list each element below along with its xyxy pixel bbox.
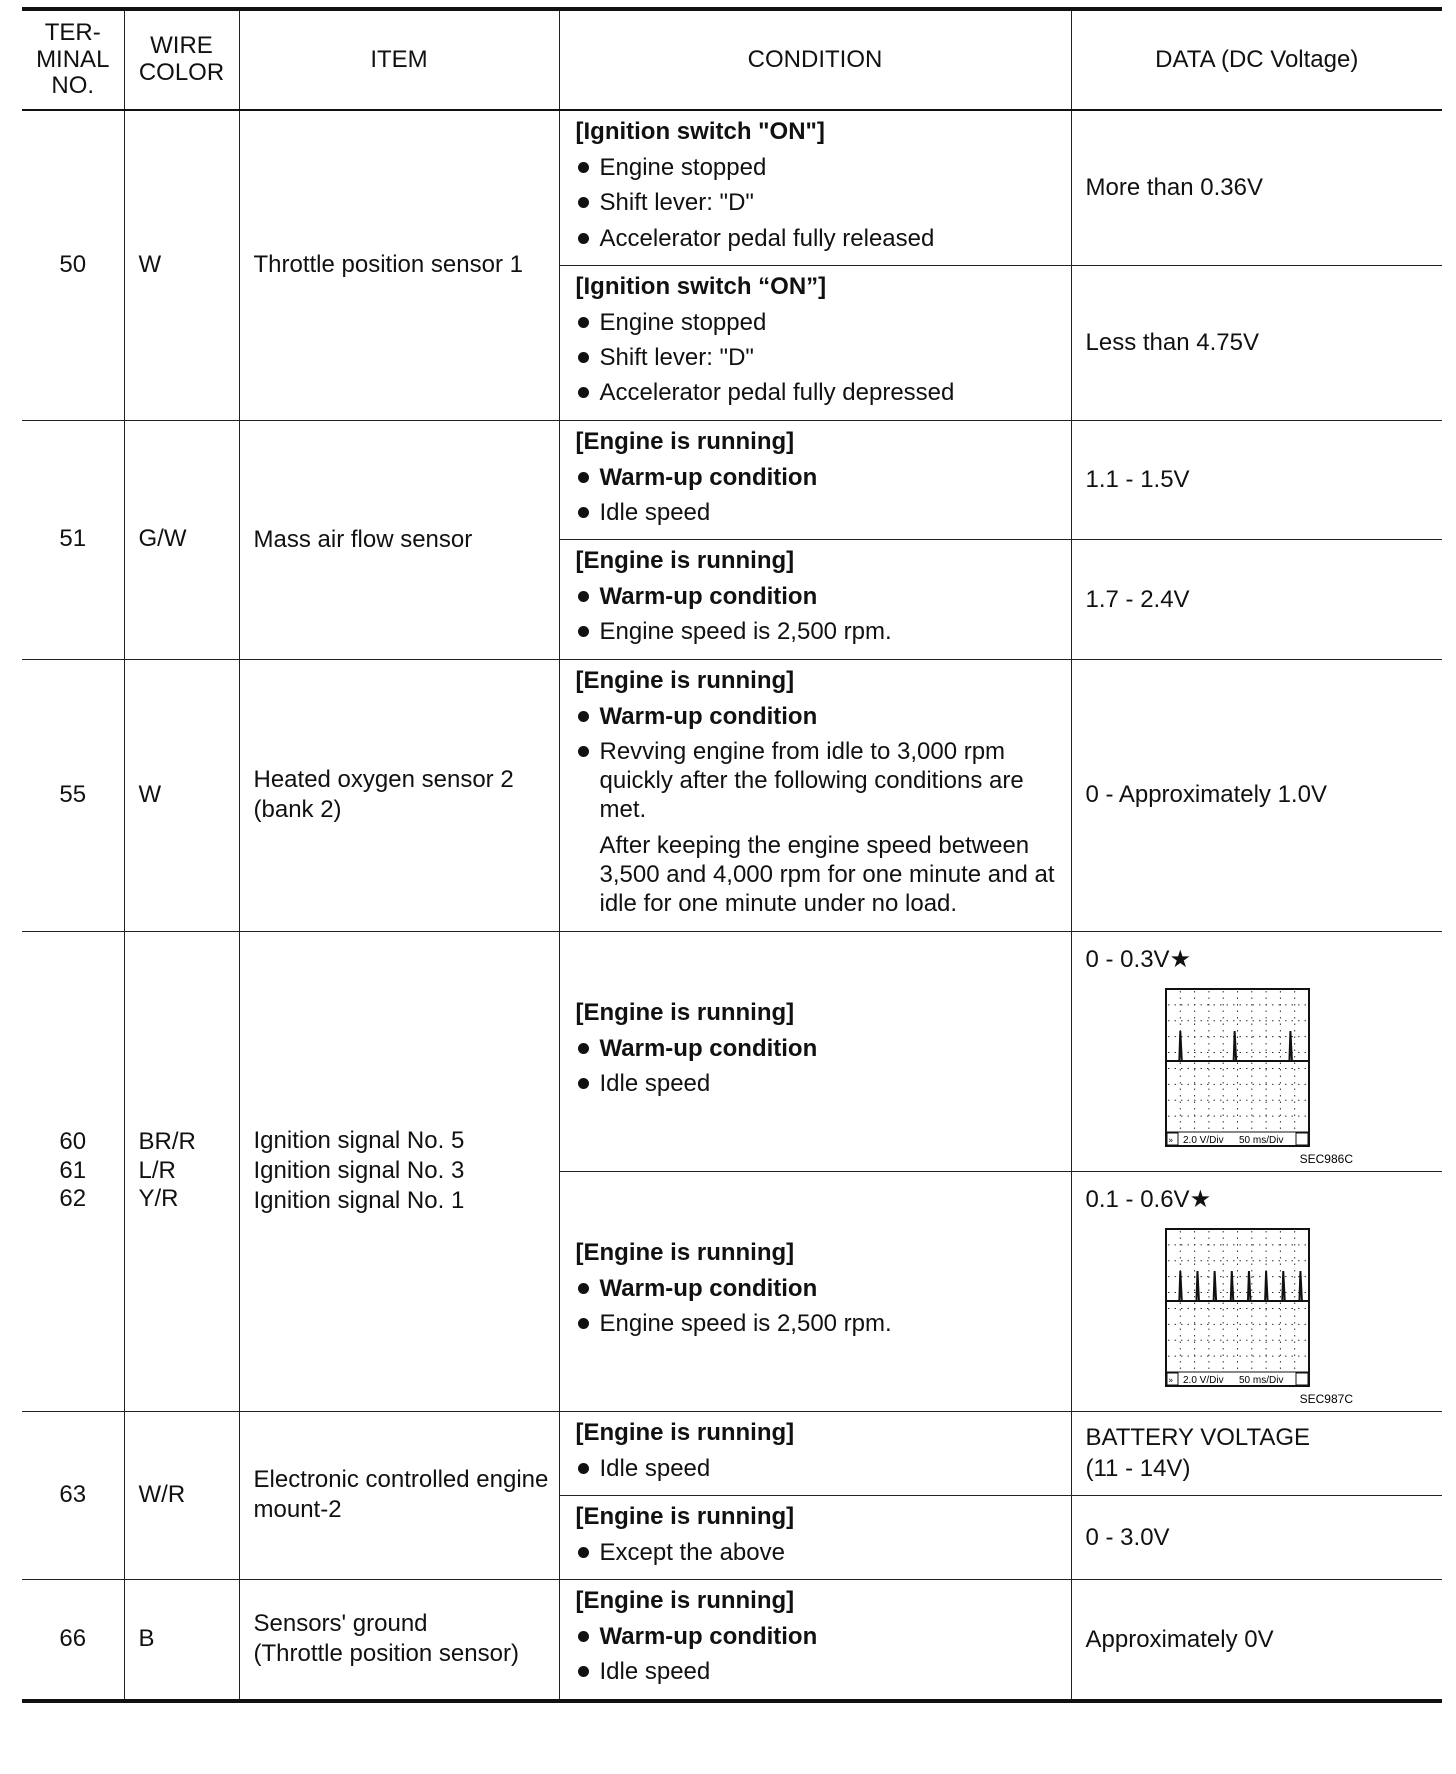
condition-cell (559, 659, 1071, 931)
header-condition: CONDITION (559, 9, 1071, 110)
wire-color: BR/R L/R Y/R (124, 931, 239, 1411)
wire-color: B (124, 1580, 239, 1701)
terminal-number: 60 61 62 (22, 931, 124, 1411)
data-cell (1071, 265, 1442, 420)
condition-cell (559, 931, 1071, 1171)
condition-item: Idle speed (576, 1657, 1059, 1686)
table-row (22, 110, 1442, 265)
wire-color: W (124, 659, 239, 931)
data-cell (1071, 1411, 1442, 1495)
data-cell (1071, 1495, 1442, 1579)
data-cell (1071, 420, 1442, 540)
condition-heading: [Ignition switch "ON"] (575, 118, 825, 145)
header-item: ITEM (239, 9, 559, 110)
terminal-number: 63 (22, 1411, 124, 1580)
header-row (22, 9, 1442, 110)
data-value: 1.1 - 1.5V (1085, 466, 1190, 494)
condition-item: Warm-up condition (576, 582, 1059, 611)
condition-list (576, 308, 1059, 408)
data-value: More than 0.36V (1085, 174, 1263, 202)
condition-heading: [Engine is running] (575, 1238, 795, 1266)
condition-item: Engine speed is 2,500 rpm. (576, 617, 1059, 646)
condition-item: After keeping the engine speed between 3,500 and 4,000 rpm for one minute and at idle for one minute under no load. (599, 831, 1055, 918)
condition-cell (559, 265, 1071, 420)
condition-list (576, 153, 1059, 253)
figure-code: SEC986C (1299, 1151, 1353, 1165)
condition-list (576, 463, 1059, 528)
scope-marker-glyph: » (1168, 1375, 1173, 1385)
header-wire-color: WIRE COLOR (124, 9, 239, 110)
data-value: 1.7 - 2.4V (1085, 585, 1190, 613)
oscilloscope-waveform (1086, 985, 1356, 1165)
item-name: Electronic controlled engine mount-2 (239, 1411, 559, 1580)
condition-item: Warm-up condition (576, 463, 1059, 492)
table-row (22, 1580, 1442, 1701)
condition-cell (559, 420, 1071, 540)
condition-item: Idle speed (576, 498, 1059, 527)
condition-item: Shift lever: "D" (576, 343, 1059, 372)
terminal-number: 50 (22, 110, 124, 420)
condition-list (576, 702, 1059, 919)
scope-corner-box (1296, 1373, 1308, 1385)
scope-volt-scale: 2.0 V/Div (1182, 1134, 1224, 1146)
condition-list (576, 1538, 1059, 1567)
condition-cell (559, 1495, 1071, 1579)
data-value: 0 - 3.0V (1085, 1523, 1170, 1551)
data-cell (1071, 1580, 1442, 1701)
table-row (22, 931, 1442, 1171)
item-name: Mass air flow sensor (239, 420, 559, 659)
data-cell (1071, 540, 1442, 660)
condition-item: Engine stopped (576, 308, 1059, 337)
item-name: Ignition signal No. 5 Ignition signal No. 3 Ignition signal No. 1 (239, 931, 559, 1411)
condition-heading: [Engine is running] (575, 547, 795, 575)
item-name: Heated oxygen sensor 2 (bank 2) (239, 659, 559, 931)
terminal-number: 55 (22, 659, 124, 931)
condition-cell (559, 110, 1071, 265)
condition-item: Revving engine from idle to 3,000 rpm quickly after the following conditions are met. (576, 737, 1059, 825)
condition-list (576, 1274, 1059, 1339)
condition-item: Warm-up condition (576, 702, 1059, 731)
data-cell (1071, 1171, 1442, 1411)
data-cell (1071, 659, 1442, 931)
condition-heading: [Engine is running] (575, 1418, 795, 1446)
condition-item: Warm-up condition (576, 1034, 1059, 1063)
condition-heading: [Engine is running] (575, 427, 795, 455)
item-name: Throttle position sensor 1 (239, 110, 559, 420)
condition-item: Warm-up condition (576, 1622, 1059, 1651)
data-value: BATTERY VOLTAGE (11 - 14V) (1085, 1423, 1311, 1483)
condition-item: Idle speed (576, 1454, 1059, 1483)
oscilloscope-waveform (1086, 1225, 1356, 1405)
scope-time-scale: 50 ms/Div (1238, 1134, 1283, 1146)
terminal-data-table (22, 7, 1442, 1703)
scope-volt-scale: 2.0 V/Div (1182, 1374, 1224, 1386)
condition-list (576, 1622, 1059, 1687)
condition-cell (559, 540, 1071, 660)
header-terminal-no: TER- MINAL NO. (22, 9, 124, 110)
scope-corner-box (1296, 1133, 1308, 1145)
condition-heading: [Ignition switch “ON”] (575, 272, 827, 300)
scope-marker-glyph: » (1168, 1135, 1173, 1145)
condition-cell (559, 1580, 1071, 1701)
condition-cell (559, 1411, 1071, 1495)
wire-color: G/W (124, 420, 239, 659)
data-cell (1071, 110, 1442, 265)
data-value: 0.1 - 0.6V★ (1085, 1185, 1212, 1213)
condition-heading: [Engine is running] (575, 666, 795, 694)
condition-heading: [Engine is running] (575, 1502, 795, 1530)
data-value: Approximately 0V (1085, 1625, 1274, 1653)
wire-color: W (124, 110, 239, 420)
terminal-number: 66 (22, 1580, 124, 1701)
header-data: DATA (DC Voltage) (1071, 9, 1442, 110)
condition-heading: [Engine is running] (575, 998, 795, 1026)
condition-item: Accelerator pedal fully released (576, 224, 1059, 253)
condition-heading: [Engine is running] (575, 1587, 795, 1615)
condition-cell (559, 1171, 1071, 1411)
condition-item: Warm-up condition (576, 1274, 1059, 1303)
data-value: 0 - 0.3V★ (1085, 945, 1192, 973)
condition-item: Engine stopped (576, 153, 1059, 182)
condition-item: Accelerator pedal fully depressed (576, 378, 1059, 407)
figure-code: SEC987C (1299, 1391, 1353, 1405)
condition-item: Except the above (576, 1538, 1059, 1567)
table-row (22, 1411, 1442, 1495)
data-cell (1071, 931, 1442, 1171)
waveform-figure (1086, 1225, 1443, 1405)
condition-item: Engine speed is 2,500 rpm. (576, 1309, 1059, 1338)
condition-list (576, 582, 1059, 647)
item-name: Sensors' ground (Throttle position sensor) (239, 1580, 559, 1701)
condition-list (576, 1034, 1059, 1099)
scope-time-scale: 50 ms/Div (1238, 1374, 1283, 1386)
data-value: Less than 4.75V (1085, 329, 1259, 357)
condition-item: Idle speed (576, 1069, 1059, 1098)
waveform-figure (1086, 985, 1443, 1165)
table-row (22, 420, 1442, 540)
terminal-number: 51 (22, 420, 124, 659)
condition-list (576, 1454, 1059, 1483)
table-row (22, 659, 1442, 931)
condition-item: Shift lever: "D" (576, 188, 1059, 217)
data-value: 0 - Approximately 1.0V (1085, 781, 1327, 809)
wire-color: W/R (124, 1411, 239, 1580)
